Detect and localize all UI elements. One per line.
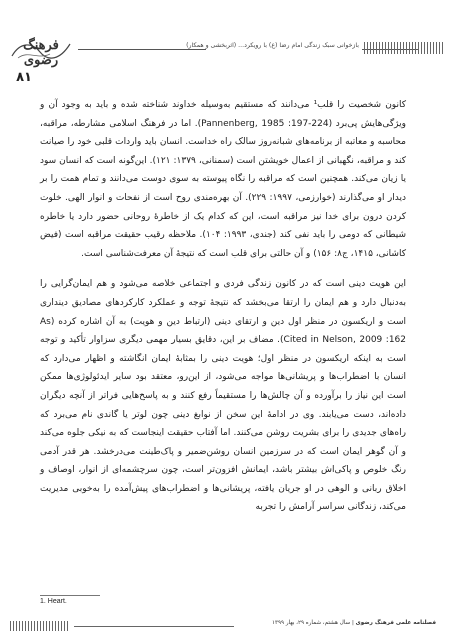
footnote-rule	[40, 595, 100, 596]
body-text	[40, 96, 406, 529]
paragraph: این هویت دینی است که در کانون زندگی فردی و اجتماعی خلاصه می‌شود و هم ایمان‌گرایی را به‌دنبال دارد و هم ایمان را ارتقا می‌بخشد که نتیجهٔ توجه و عملکرد کارکردهای مصادیق دینداری است و اریکسون در منظر اول دین و ارتقای دینی (ارتباط دین و هویت) به آن اشاره کرده (As Cited in Nelson, 2009 :162). مضاف بر این، دقایق بسیار مهمی دیگری سزاوار تأکید و توجه است به اینکه اریکسون در منظر اول؛ هویت دینی را بمثابهٔ ایمان انگاشته و اظهار می‌دارد که انسان با اضطراب‌ها و پریشانی‌ها مواجه می‌شود، از این‌رو، معتقد بود سایر ایدئولوژی‌ها ممکن است این نیاز را برآورده و آن چالش‌ها را مستقیماً رفع کنند و به پاسخ‌هایی فراتر از آنچه دیگران داده‌اند، دست می‌یابند. وی در ادامهٔ این سخن از نوابغ دینی چون لوتر یا گاندی نام می‌برد که راه‌های جدیدی را برای بشریت روشن می‌کنند. اما آفتاب حقیقت اینجاست که به نیکی جلوه می‌کند و آن گوهر ایمان است که در سرزمین انسان روشن‌ضمیر و پاک‌طینت می‌درخشد. هر قدر آدمی رنگ خلوص و پاکی‌اش بیشتر باشد، ایمانش افزون‌تر است، چون سرچشمه‌ای از انوار، اوصاف و اخلاق ربانی و الوهی در او جریان یافته، پریشانی‌ها و اضطراب‌های پیش‌آمده را به‌خوبی مدیریت می‌کند، زندگانی سراسر آرامش را تجربه	[40, 279, 406, 513]
footer-separator: |	[350, 620, 354, 626]
footer-journal-name: فصلنامه علمی فرهنگ رضوی	[355, 620, 436, 626]
footer-rule	[74, 626, 234, 627]
journal-logo	[12, 38, 70, 68]
paragraph: کانون شخصیت را قلب¹ می‌دانند که مستقیم به‌وسیله خداوند شناخته شده و باید به وجود آن و ویژگی‌هایش پی‌برد (Pannenberg, 1985 :197-224). اما در فرهنگ اسلامی مشارطه، مراقبه، محاسبه و معاتبه از برنامه‌های شبانه‌روز سالک راه خداست. انسان باید واردات قلبی خود را صیانت کند و مراقبه، نگهبانی از اعمال خویشتن است (سمنانی، ۱۳۷۹: ۱۲۱). این‌گونه است که انسان سود یا زیان می‌کند. همچنین است که مراقبه را نگاه پیوسته به سوی دوست می‌دانند و تمام همت را بر دیدار او می‌گذارند (خوارزمی، ۱۹۹۷: ۲۲۹). آن بهره‌مندی روح است از نفحات و انوار الهی. خلوت کردن درون برای خدا نیز مراقبه است، این که کدام یک از خاطرهٔ روحانی حضور دارد یا خاطره شیطانی که دومی را باید نفی کند (جندی، ۱۹۹۳: ۱۰۴). ملاحظه رقیب حقیقت مراقبه است (فیض کاشانی، ۱۴۱۵، ج۸: ۱۵۶) و آن حالتی برای قلب است که نتیجهٔ آن معرفت‌شناسی است.	[40, 100, 406, 259]
page-number: ۸۱	[16, 70, 32, 85]
footer-citation	[236, 620, 436, 632]
running-title: بازخوانی سبک زندگی امام رضا (ع) با رویکرد... (اثربخشی و همکار)	[206, 42, 362, 54]
footer-tick-ornament	[10, 621, 70, 631]
journal-logo-text: فرهنگ رضوی	[23, 38, 59, 68]
footer-issue-info: سال هشتم، شماره ۲۹، بهار ۱۳۹۹	[272, 620, 351, 626]
footnote: 1. Heart.	[40, 598, 67, 605]
header-tick-ornament	[364, 42, 444, 54]
